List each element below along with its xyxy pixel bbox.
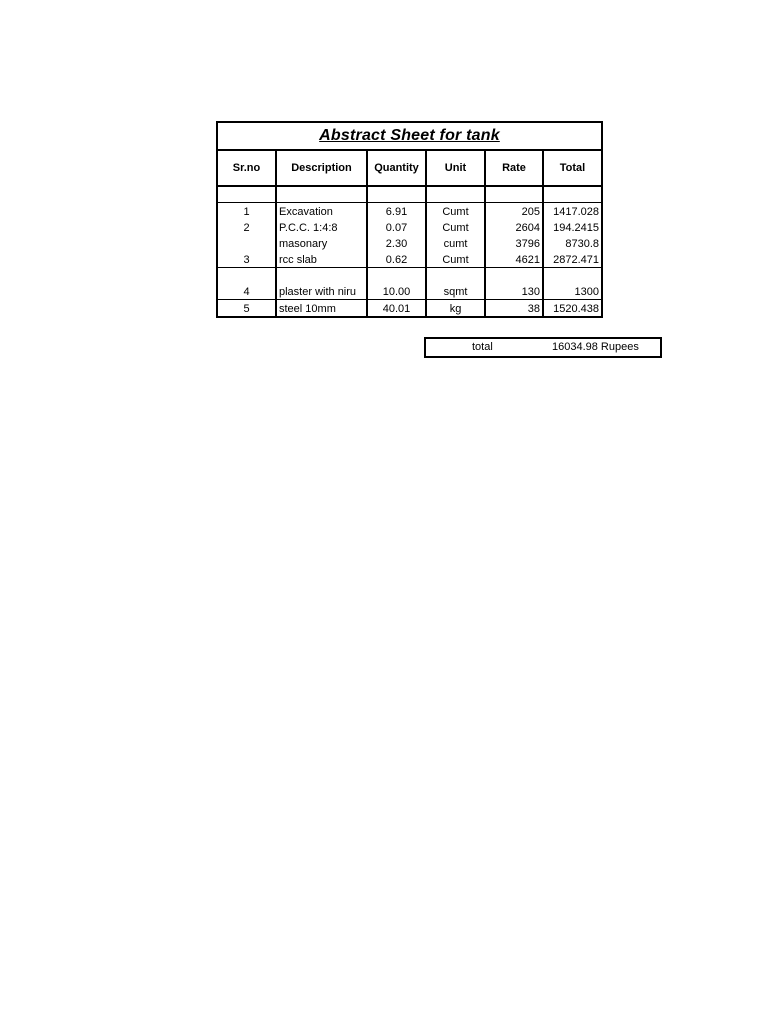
grand-total-label: total bbox=[472, 341, 493, 353]
cell-rate: 4621 bbox=[485, 251, 543, 268]
table-row bbox=[218, 268, 601, 300]
sheet-title: Abstract Sheet for tank bbox=[218, 123, 601, 151]
cell-srno: 2 bbox=[243, 222, 250, 234]
cell-total: 1417.028 bbox=[543, 203, 601, 220]
cell-srno: 1 bbox=[243, 206, 250, 218]
cell-total: 8730.8 bbox=[543, 235, 601, 251]
header-total: Total bbox=[543, 151, 601, 186]
abstract-sheet-table bbox=[216, 121, 603, 318]
header-description: Description bbox=[276, 151, 367, 186]
cell-quantity: 6.91 bbox=[367, 203, 426, 220]
table-row bbox=[218, 219, 601, 235]
cell-description: masonary bbox=[276, 235, 367, 251]
cell-rate: 205 bbox=[485, 203, 543, 220]
cell-description: Excavation bbox=[276, 203, 367, 220]
cell-unit: cumt bbox=[426, 235, 485, 251]
cell-total: 1520.438 bbox=[543, 300, 601, 317]
grand-total-value: 16034.98 Rupees bbox=[552, 341, 639, 353]
cell-rate: 3796 bbox=[485, 235, 543, 251]
cell-total: 2872.471 bbox=[543, 251, 601, 268]
cell-unit: Cumt bbox=[426, 219, 485, 235]
cell-description: steel 10mm bbox=[276, 300, 367, 317]
items-table bbox=[218, 151, 601, 316]
table-row bbox=[218, 235, 601, 251]
cell-description: P.C.C. 1:4:8 bbox=[276, 219, 367, 235]
header-quantity: Quantity bbox=[367, 151, 426, 186]
spacer-row bbox=[218, 186, 601, 203]
cell-unit: Cumt bbox=[426, 203, 485, 220]
table-row bbox=[218, 203, 601, 220]
cell-rate: 2604 bbox=[485, 219, 543, 235]
header-rate: Rate bbox=[485, 151, 543, 186]
cell-total: 1300 bbox=[543, 268, 601, 300]
cell-quantity: 2.30 bbox=[367, 235, 426, 251]
cell-unit: kg bbox=[426, 300, 485, 317]
cell-description: rcc slab bbox=[276, 251, 367, 268]
cell-unit: Cumt bbox=[426, 251, 485, 268]
header-unit: Unit bbox=[426, 151, 485, 186]
cell-quantity: 0.07 bbox=[367, 219, 426, 235]
cell-quantity: 10.00 bbox=[367, 268, 426, 300]
header-srno: Sr.no bbox=[218, 151, 276, 186]
header-row bbox=[218, 151, 601, 186]
cell-total: 194.2415 bbox=[543, 219, 601, 235]
cell-unit: sqmt bbox=[426, 268, 485, 300]
grand-total-box bbox=[424, 337, 662, 358]
table-row bbox=[218, 300, 601, 317]
cell-srno: 3 bbox=[243, 254, 250, 266]
cell-quantity: 40.01 bbox=[367, 300, 426, 317]
cell-rate: 130 bbox=[485, 268, 543, 300]
cell-quantity: 0.62 bbox=[367, 251, 426, 268]
cell-description: plaster with niru bbox=[276, 268, 367, 300]
cell-srno: 4 bbox=[243, 286, 250, 298]
table-row bbox=[218, 251, 601, 268]
cell-srno bbox=[218, 235, 276, 251]
cell-rate: 38 bbox=[485, 300, 543, 317]
cell-srno: 5 bbox=[243, 303, 250, 315]
